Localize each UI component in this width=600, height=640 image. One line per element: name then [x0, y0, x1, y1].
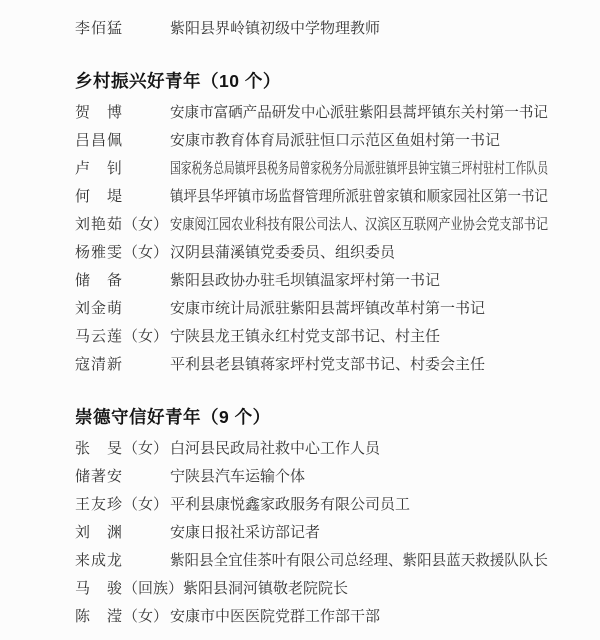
- person-name-cell: [75, 325, 170, 346]
- person-description: 安康阅江园农业科技有限公司法人、汉滨区互联网产业协会党支部书记: [170, 216, 549, 233]
- person-description: 宁陕县汽车运输个体: [170, 468, 306, 485]
- person-description: 紫阳县洞河镇敬老院院长: [183, 580, 349, 597]
- section-title: 乡村振兴好青年（10 个）: [75, 70, 281, 91]
- person-description: 紫阳县全宜佳茶叶有限公司总经理、紫阳县蓝天救援队队长: [170, 552, 548, 569]
- person-name-suffix: （女）: [123, 328, 169, 345]
- list-item: [0, 153, 600, 181]
- person-name: 卢 钊: [75, 160, 124, 177]
- list-item: [0, 209, 600, 237]
- person-description: 安康市富硒产品研发中心派驻紫阳县蒿坪镇东关村第一书记: [170, 104, 548, 121]
- person-name: 寇清新: [75, 356, 124, 373]
- list-item: [0, 321, 600, 349]
- person-name-cell: [75, 129, 170, 150]
- person-name: 来成龙: [75, 552, 124, 569]
- intro-rows: [0, 13, 600, 41]
- person-description: 汉阴县蒲溪镇党委委员、组织委员: [170, 244, 396, 261]
- section-title: 崇德守信好青年（9 个）: [75, 406, 271, 427]
- person-name: 储 备: [75, 272, 124, 289]
- person-name-suffix: （女）: [123, 440, 169, 457]
- person-name: 马 骏: [75, 580, 124, 597]
- person-name-suffix: （女）: [123, 608, 169, 625]
- person-description: 安康市中医医院党群工作部干部: [170, 608, 381, 625]
- person-name-cell: [75, 157, 170, 178]
- person-name-cell: [75, 297, 170, 318]
- list-item: [0, 489, 600, 517]
- list-item: [0, 517, 600, 545]
- person-name-cell: [75, 241, 170, 262]
- person-name-cell: [75, 493, 170, 514]
- person-description: 安康市统计局派驻紫阳县蒿坪镇改革村第一书记: [170, 300, 486, 317]
- person-name: 何 堤: [75, 188, 124, 205]
- person-description: 镇坪县华坪镇市场监督管理所派驻曾家镇和顺家园社区第一书记: [170, 188, 549, 205]
- person-description: 白河县民政局社救中心工作人员: [170, 440, 381, 457]
- person-description: 平利县康悦鑫家政服务有限公司员工: [170, 496, 411, 513]
- list-item: [0, 237, 600, 265]
- list-item: [0, 293, 600, 321]
- person-name-suffix: （女）: [123, 216, 169, 233]
- person-name-cell: [75, 17, 170, 38]
- person-name-cell: [75, 549, 170, 570]
- person-name: 马云莲: [75, 328, 124, 345]
- person-name-cell: [75, 213, 170, 234]
- person-description: 安康市教育体育局派驻恒口示范区鱼姐村第一书记: [170, 132, 501, 149]
- person-name-cell: [75, 577, 183, 598]
- person-name-cell: [75, 437, 170, 458]
- person-name-cell: [75, 185, 170, 206]
- person-name: 储著安: [75, 468, 124, 485]
- person-name: 吕昌佩: [75, 132, 124, 149]
- person-name-cell: [75, 269, 170, 290]
- person-description: 紫阳县政协办驻毛坝镇温家坪村第一书记: [170, 272, 441, 289]
- list-item: [0, 265, 600, 293]
- section-rural-revitalization: [0, 63, 600, 377]
- person-description: 宁陕县龙王镇永红村党支部书记、村主任: [170, 328, 441, 345]
- person-name-cell: [75, 465, 170, 486]
- person-name: 张 旻: [75, 440, 124, 457]
- person-name: 王友珍: [75, 496, 124, 513]
- person-name: 陈 滢: [75, 608, 124, 625]
- list-item: [0, 181, 600, 209]
- person-name: 刘 渊: [75, 524, 124, 541]
- list-item: [0, 461, 600, 489]
- list-item: [0, 601, 600, 629]
- person-name: 李佰猛: [75, 20, 124, 37]
- list-item: [0, 545, 600, 573]
- list-item: [0, 13, 600, 41]
- person-description: 平利县老县镇蒋家坪村党支部书记、村委会主任: [170, 356, 486, 373]
- person-name: 杨雅雯: [75, 244, 124, 261]
- list-item: [0, 573, 600, 601]
- person-name: 贺 博: [75, 104, 124, 121]
- section-virtue-integrity: [0, 399, 600, 629]
- section-rows: [0, 433, 600, 629]
- list-item: [0, 125, 600, 153]
- person-description: 安康日报社采访部记者: [170, 524, 321, 541]
- person-name-suffix: （回族）: [123, 580, 184, 597]
- person-name-cell: [75, 605, 170, 626]
- list-item: [0, 433, 600, 461]
- person-name: 刘艳茹: [75, 216, 124, 233]
- person-name-cell: [75, 521, 170, 542]
- person-description: 紫阳县界岭镇初级中学物理教师: [170, 20, 381, 37]
- person-name: 刘金萌: [75, 300, 124, 317]
- list-item: [0, 97, 600, 125]
- person-name-suffix: （女）: [123, 496, 169, 513]
- section-rows: [0, 97, 600, 377]
- list-item: [0, 349, 600, 377]
- person-name-cell: [75, 101, 170, 122]
- person-name-suffix: （女）: [123, 244, 169, 261]
- person-description: 国家税务总局镇坪县税务局曾家税务分局派驻镇坪县钟宝镇三坪村驻村工作队员: [170, 160, 549, 177]
- person-name-cell: [75, 353, 170, 374]
